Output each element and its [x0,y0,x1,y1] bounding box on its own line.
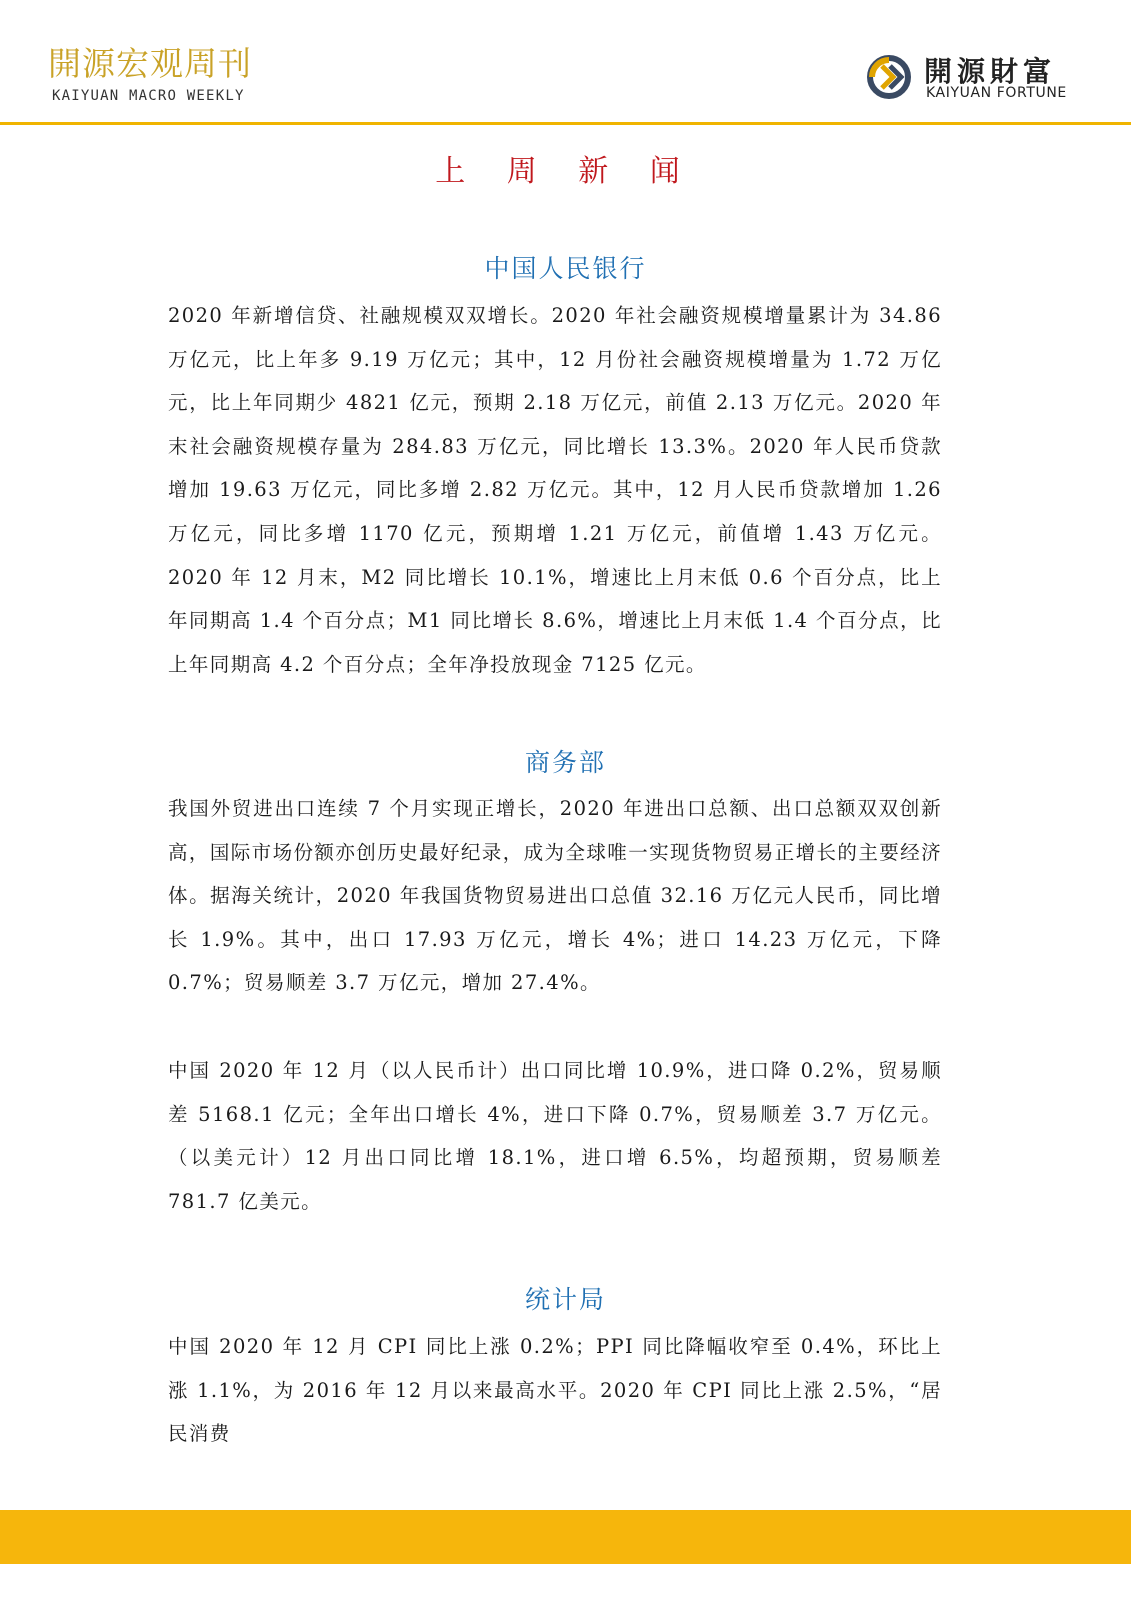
header-divider [0,122,1131,125]
paragraph-nbs-cpi: 中国 2020 年 12 月 CPI 同比上涨 0.2%；PPI 同比降幅收窄至 0.4%，环比上涨 1.1%，为 2016 年 12 月以来最高水平。2020 年 CPI 同比上涨 2.5%，“居民消费 [168,1335,942,1446]
paragraph-mofcom-december: 中国 2020 年 12 月（以人民币计）出口同比增 10.9%，进口降 0.2%，贸易顺差 5168.1 亿元；全年出口增长 4%，进口下降 0.7%，贸易顺差 3.7 万亿元。（以美元计）12 月出口同比增 18.1%，进口增 6.5%，均超预期，贸易顺差 781.7 亿美元。 [168,1059,942,1213]
kaiyuan-fortune-logo [864,52,1084,106]
brand-subtitle: KAIYUAN MACRO WEEKLY [52,88,245,104]
section-heading-nbs: 统计局 [524,1285,606,1314]
paragraph-mofcom-trade: 我国外贸进出口连续 7 个月实现正增长，2020 年进出口总额、出口总额双双创新高，国际市场份额亦创历史最好纪录，成为全球唯一实现货物贸易正增长的主要经济体。据海关统计，2020 年我国货物贸易进出口总值 32.16 万亿元人民币，同比增长 1.9%。其中，出口 17.93 万亿元，增长 4%；进口 14.23 万亿元，下降 0.7%；贸易顺差 3.7 万亿元，增加 27.4%。 [168,797,942,995]
logo-name-cn: 開源財富 [924,55,1057,88]
logo-name-en: KAIYUAN FORTUNE [926,85,1067,101]
footer-bar [0,1510,1131,1564]
brand-title: 開源宏观周刊 [48,44,252,83]
kaiyuan-logo-icon [864,52,914,102]
paragraph-pboc: 2020 年新增信贷、社融规模双双增长。2020 年社会融资规模增量累计为 34.86 万亿元，比上年多 9.19 万亿元；其中，12 月份社会融资规模增量为 1.72 万亿元，比上年同期少 4821 亿元，预期 2.18 万亿元，前值 2.13 万亿元。2020 年末社会融资规模存量为 284.83 万亿元，同比增长 13.3%。2020 年人民币贷款增加 19.63 万亿元，同比多增 2.82 万亿元。其中，12 月人民币贷款增加 1.26 万亿元，同比多增 1170 亿元，预期增 1.21 万亿元，前值增 1.43 万亿元。2020 年 12 月末，M2 同比增长 10.1%，增速比上月末低 0.6 个百分点，比上年同期高 1.4 个百分点；M1 同比增长 8.6%，增速比上月末低 1.4 个百分点，比上年同期高 4.2 个百分点；全年净投放现金 7125 亿元。 [168,304,942,676]
page-header [0,0,1131,126]
section-heading-mofcom: 商务部 [524,748,606,777]
page-title: 上 周 新 闻 [435,154,696,189]
section-heading-pboc: 中国人民银行 [484,254,647,283]
